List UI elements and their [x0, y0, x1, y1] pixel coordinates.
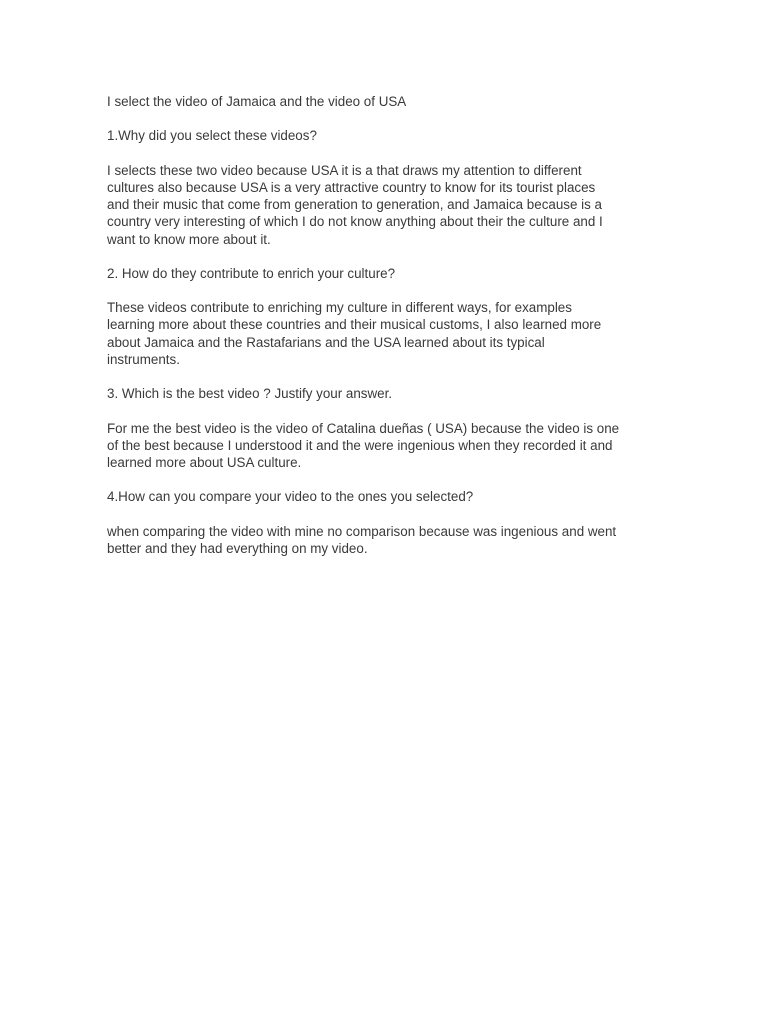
paragraph-gap — [107, 471, 667, 488]
text-line: 3. Which is the best video ? Justify your answer. — [107, 386, 393, 402]
intro-paragraph — [107, 93, 667, 110]
question-4 — [107, 488, 667, 505]
text-line: instruments. — [107, 351, 180, 367]
text-line: 1.Why did you select these videos? — [107, 128, 317, 144]
document-body — [107, 93, 667, 557]
answer-3 — [107, 420, 667, 472]
paragraph-gap — [107, 402, 667, 419]
text-line: learned more about USA culture. — [107, 454, 302, 470]
text-line: These videos contribute to enriching my culture in different ways, for examples — [107, 300, 572, 316]
text-line: cultures also because USA is a very attractive country to know for its tourist places — [107, 179, 596, 195]
answer-4 — [107, 523, 667, 557]
text-line: want to know more about it. — [107, 231, 271, 247]
text-line: country very interesting of which I do not know anything about their the culture and I — [107, 214, 603, 230]
paragraph-gap — [107, 145, 667, 162]
text-line: For me the best video is the video of Catalina dueñas ( USA) because the video is one — [107, 420, 620, 436]
question-2 — [107, 265, 667, 282]
paragraph-gap — [107, 248, 667, 265]
paragraph-gap — [107, 282, 667, 299]
text-line: and their music that come from generation to generation, and Jamaica because is a — [107, 197, 602, 213]
question-1 — [107, 127, 667, 144]
text-line: about Jamaica and the Rastafarians and the USA learned about its typical — [107, 334, 545, 350]
answer-1 — [107, 162, 667, 248]
text-line: of the best because I understood it and the were ingenious when they recorded it and — [107, 437, 613, 453]
text-line: 4.How can you compare your video to the ones you selected? — [107, 489, 474, 505]
answer-2 — [107, 299, 667, 368]
text-line: I selects these two video because USA it is a that draws my attention to different — [107, 162, 582, 178]
paragraph-gap — [107, 110, 667, 127]
paragraph-gap — [107, 368, 667, 385]
text-line: learning more about these countries and their musical customs, I also learned more — [107, 317, 602, 333]
text-line: better and they had everything on my video. — [107, 540, 368, 556]
question-3 — [107, 385, 667, 402]
text-line: 2. How do they contribute to enrich your culture? — [107, 265, 396, 281]
text-line: I select the video of Jamaica and the video of USA — [107, 94, 407, 109]
text-line: when comparing the video with mine no comparison because was ingenious and went — [107, 523, 617, 539]
paragraph-gap — [107, 506, 667, 523]
